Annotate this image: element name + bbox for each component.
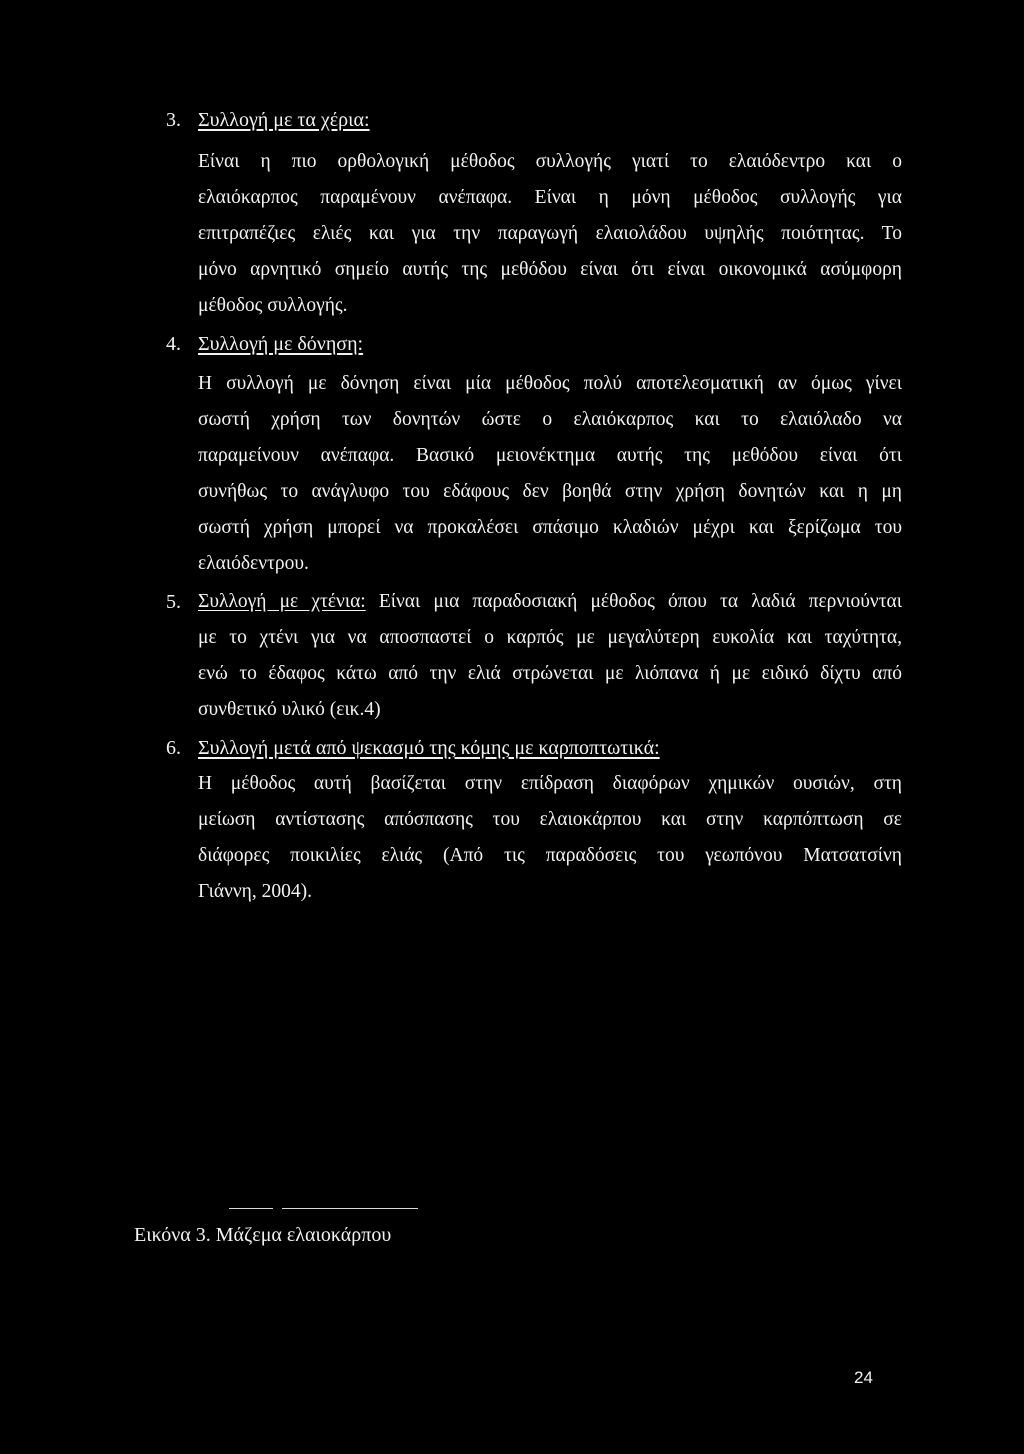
body-line: ελαιόκαρπος παραμένουν ανέπαφα. Είναι η μόνη μέθοδος συλλογής για — [198, 187, 902, 208]
body-line: συνήθως το ανάγλυφο του εδάφους δεν βοηθά στην χρήση δονητών και η μη — [198, 481, 902, 502]
body-line: παραμείνουν ανέπαφα. Βασικό μειονέκτημα αυτής της μεθόδου είναι ότι — [198, 445, 902, 466]
body-line: διάφορες ποικιλίες ελιάς (Από τις παραδόσεις του γεωπόνου Ματσατσίνη — [198, 845, 902, 866]
section-heading: Συλλογή με χτένια: — [198, 591, 366, 612]
body-line: Η μέθοδος αυτή βασίζεται στην επίδραση διαφόρων χημικών ουσιών, στη — [198, 773, 902, 794]
caption-rule — [282, 1208, 418, 1209]
body-line: με το χτένι για να αποσπαστεί ο καρπός με μεγαλύτερη ευκολία και ταχύτητα, — [198, 627, 902, 648]
body-line: Είναι η πιο ορθολογική μέθοδος συλλογής γιατί το ελαιόδεντρο και ο — [198, 151, 902, 172]
section-number: 4. — [166, 333, 181, 355]
section-heading: Συλλογή μετά από ψεκασμό της κόμης με καρποπτωτικά: — [198, 737, 660, 759]
caption-rule — [229, 1208, 273, 1209]
body-line-with-heading — [198, 584, 902, 620]
body-line: σωστή χρήση των δονητών ώστε ο ελαιόκαρπος και το ελαιόλαδο να — [198, 409, 902, 430]
body-line: ελαιόδεντρου. — [198, 553, 309, 574]
body-text: Είναι μια παραδοσιακή μέθοδος όπου τα λαδιά περνιούνται — [378, 591, 903, 612]
section-heading: Συλλογή με δόνηση: — [198, 333, 364, 355]
figure-caption: Εικόνα 3. Μάζεμα ελαιοκάρπου — [134, 1224, 392, 1246]
section-number: 5. — [166, 591, 181, 613]
body-line: Η συλλογή με δόνηση είναι μία μέθοδος πολύ αποτελεσματική αν όμως γίνει — [198, 373, 902, 394]
body-line: μέθοδος συλλογής. — [198, 295, 348, 316]
section-heading: Συλλογή με τα χέρια: — [198, 109, 370, 131]
body-line: επιτραπέζιες ελιές και για την παραγωγή ελαιολάδου υψηλής ποιότητας. Το — [198, 223, 902, 244]
body-line: Γιάννη, 2004). — [198, 881, 313, 902]
page-number: 24 — [854, 1368, 873, 1387]
body-line: σωστή χρήση μπορεί να προκαλέσει σπάσιμο κλαδιών μέχρι και ξερίζωμα του — [198, 517, 902, 538]
section-number: 6. — [166, 737, 181, 759]
body-line: συνθετικό υλικό (εικ.4) — [198, 699, 381, 720]
section-number: 3. — [166, 109, 181, 131]
body-line: ενώ το έδαφος κάτω από την ελιά στρώνεται με λιόπανα ή με ειδικό δίχτυ από — [198, 663, 902, 684]
body-line: μόνο αρνητικό σημείο αυτής της μεθόδου είναι ότι είναι οικονομικά ασύμφορη — [198, 259, 902, 280]
body-line: μείωση αντίστασης απόσπασης του ελαιοκάρπου και στην καρπόπτωση σε — [198, 809, 902, 830]
